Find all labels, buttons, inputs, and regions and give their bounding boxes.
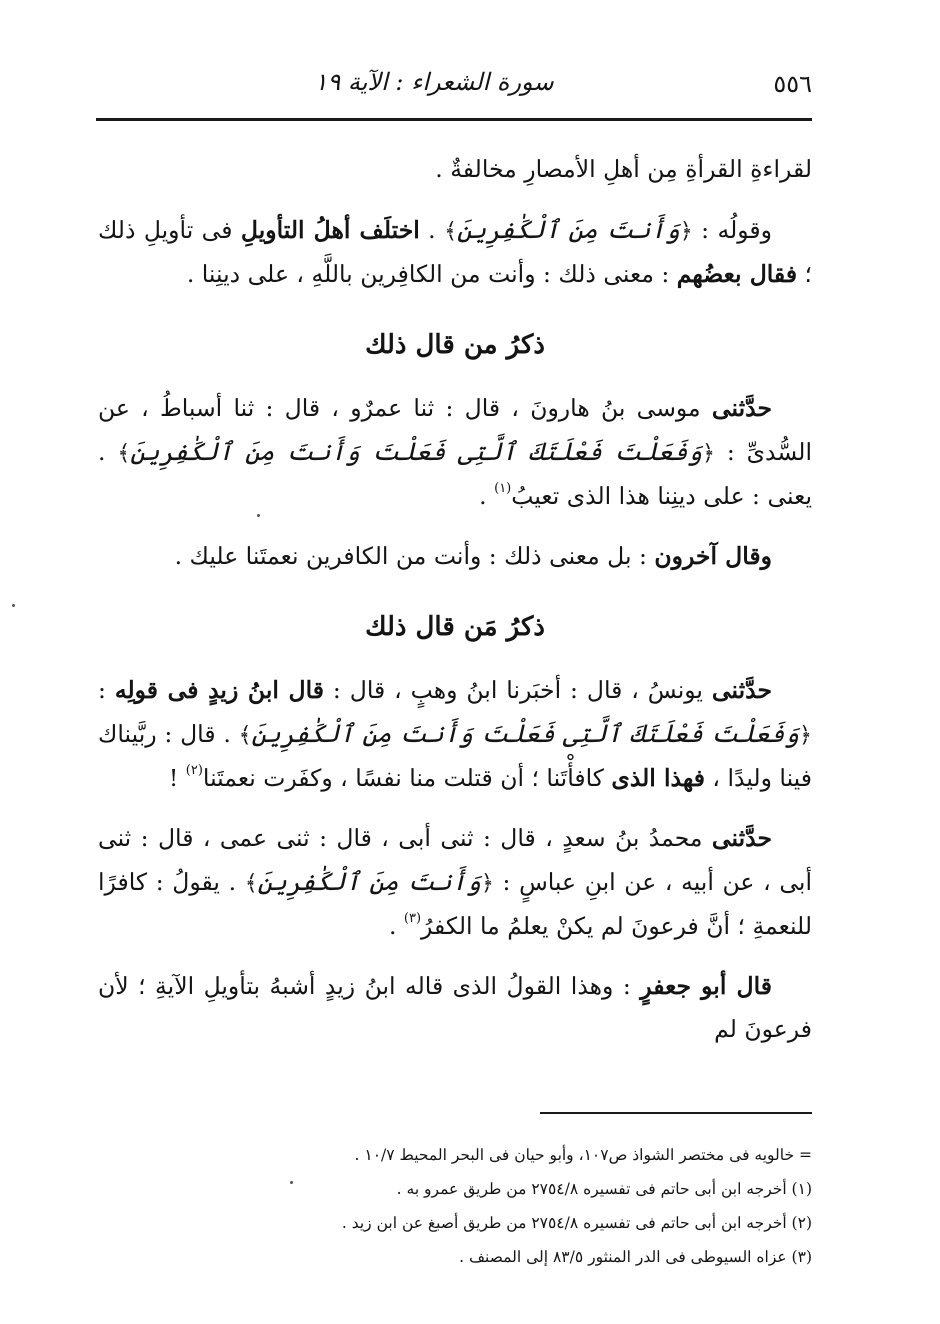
scan-speck: [257, 514, 260, 517]
footnotes: [98, 1138, 812, 1274]
bold-phrase: فقال بعضُهم: [676, 260, 798, 288]
page-number: ٥٥٦: [773, 70, 812, 98]
running-head: سورة الشعراء : الآية ١٩: [314, 68, 554, 96]
bold-phrase: وقال آخرون: [654, 542, 772, 570]
bold-phrase: حدَّثنى: [711, 394, 772, 422]
header-rule: [96, 118, 812, 121]
page-header: [96, 66, 812, 106]
paragraph-text: يونسُ ، قال : أخبَرنا ابنُ وهبٍ ، قال :: [324, 676, 712, 704]
bold-phrase: حدَّثنى: [711, 676, 772, 704]
paragraph-text: فى تأويلِ ذلك ؛: [98, 216, 812, 288]
footnote-rule: [540, 1112, 812, 1114]
paragraph-text: .: [479, 482, 495, 510]
paragraph-text: لقراءةِ القرأةِ مِن أهلِ الأمصارِ مخالفةٌ .: [435, 155, 812, 183]
section-heading: ذكرُ مَن قال ذلك: [365, 612, 545, 642]
footnote-ref[interactable]: (٢): [185, 763, 203, 778]
paragraph-text: موسى بنُ هارونَ ، قال : ثنا عمرٌو ، قال : ثنا أسباطُ ، عن السُّدىِّ :: [98, 394, 812, 466]
quran-bracket-open: ﴿: [480, 871, 494, 896]
paragraph-text: . قال : ربَّيناك فينا وليدًا ،: [98, 720, 812, 792]
footnote-continuation: = خالويه فى مختصر الشواذ ص١٠٧، وأبو حيان فى البحر المحيط ١٠/٧ .: [354, 1146, 812, 1164]
paragraph-2: [98, 208, 812, 296]
paragraph-6: [98, 817, 812, 948]
quran-bracket-close: ﴾: [444, 219, 457, 244]
paragraph-text: .: [419, 216, 445, 244]
paragraph-text: : وهذا القولُ الذى قاله ابنُ زيدٍ أشبهُ بتأويلِ الآيةِ ؛ لأن فرعونَ لم: [98, 972, 812, 1043]
paragraph-4: [98, 535, 812, 578]
paragraph-text: كافأْتَنا ؛ أن قتلت منا نفسًا ، وكفَرت نعمتَنا: [202, 764, 612, 792]
quran-bracket-close: ﴾: [117, 441, 131, 466]
footnote-2: (٢) أخرجه ابن أبى حاتم فى تفسيره ٢٧٥٤/٨ من طريق أصبغ عن ابن زيد .: [341, 1214, 812, 1232]
quran-bracket-close: ﴾: [238, 723, 252, 748]
paragraph-text: :: [98, 676, 115, 704]
bold-phrase: فهذا الذى: [611, 764, 705, 792]
paragraph-text: . يقولُ : كافرًا للنعمةِ ؛ أنَّ فرعونَ لم يكنْ يعلمُ ما الكفرُ: [98, 868, 812, 940]
quran-verse: وَفَعَلْتَ فَعْلَتَكَ ٱلَّتِى فَعَلْتَ وَأَنتَ مِنَ ٱلْكَٰفِرِينَ: [130, 437, 703, 466]
paragraph-3: [98, 387, 812, 518]
paragraph-text: . يعنى : على دينِنا هذا الذى تعيبُ: [98, 438, 812, 510]
bold-phrase: قال أبو جعفرٍ: [640, 972, 772, 1000]
paragraph-text: !: [168, 764, 186, 792]
footnote-1: (١) أخرجه ابن أبى حاتم فى تفسيره ٢٧٥٤/٨ من طريق عمرو به .: [396, 1180, 812, 1198]
section-heading: ذكرُ من قال ذلك: [365, 330, 545, 360]
paragraph-text: .: [388, 912, 404, 940]
paragraph-text: : معنى ذلك : وأنت من الكافِرين باللَّهِ ، على دينِنا .: [186, 260, 677, 288]
quran-bracket-open: ﴿: [702, 441, 716, 466]
footnote-3: (٣) عزاه السيوطى فى الدر المنثور ٨٣/٥ إلى المصنف .: [459, 1248, 812, 1266]
quran-bracket-close: ﴾: [244, 871, 258, 896]
bold-phrase: قال ابنُ زيدٍ فى قولِه: [114, 676, 324, 704]
paragraph-7: [98, 965, 812, 1051]
scan-speck: [290, 1181, 293, 1184]
footnote-ref[interactable]: (٣): [403, 911, 422, 926]
paragraph-text: وقولُه :: [692, 216, 772, 244]
paragraph-text: محمدُ بنُ سعدٍ ، قال : ثنى أبى ، قال : ثنى عمى ، قال : ثنى أبى ، عن أبيه ، عن ابنِ عباسٍ :: [98, 824, 812, 896]
main-text: [98, 148, 812, 1051]
quran-verse: وَأَنتَ مِنَ ٱلْكَٰفِرِينَ: [456, 215, 680, 244]
footnote-ref[interactable]: (١): [494, 481, 512, 496]
bold-phrase: اختلَف أهلُ التأويلِ: [240, 216, 420, 244]
bold-phrase: حدَّثنى: [711, 824, 772, 852]
paragraph-text: : بل معنى ذلك : وأنت من الكافرين نعمتَنا عليك .: [174, 542, 655, 570]
quran-bracket-open: ﴿: [679, 219, 693, 244]
quran-verse: وَأَنتَ مِنَ ٱلْكَٰفِرِينَ: [257, 867, 481, 896]
paragraph-1: [98, 148, 812, 191]
paragraph-5: [98, 669, 812, 800]
quran-bracket-open: ﴿: [799, 723, 812, 748]
quran-verse: وَفَعَلْتَ فَعْلَتَكَ ٱلَّتِى فَعَلْتَ وَأَنتَ مِنَ ٱلْكَٰفِرِينَ: [251, 719, 800, 748]
scan-speck: [12, 604, 15, 607]
